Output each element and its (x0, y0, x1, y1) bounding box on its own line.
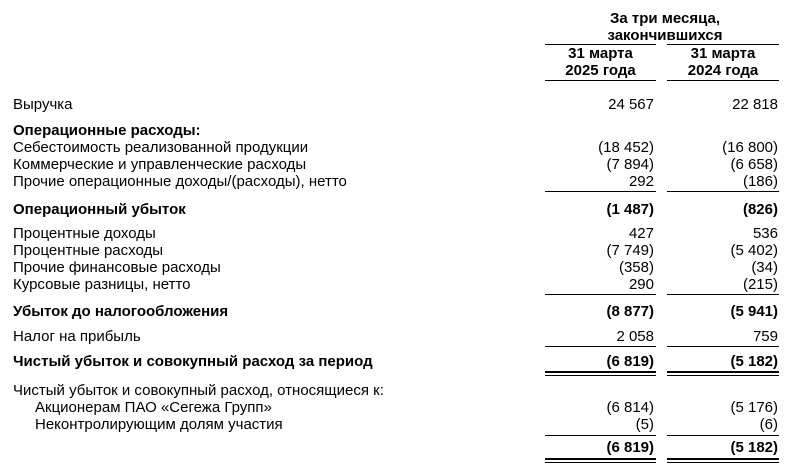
row-opex-heading (0, 122, 800, 140)
row-label: Неконтролирующим долям участия (35, 416, 283, 433)
value-2024: (5 182) (730, 353, 778, 370)
value-2025: (6 814) (606, 399, 654, 416)
subtotal-line-2024 (667, 294, 779, 295)
double-underline-2025 (545, 375, 656, 376)
row-sga (0, 156, 800, 174)
row-label: Операционный убыток (13, 201, 186, 218)
period-title-line1: За три месяца, (609, 10, 721, 27)
row-other-operating (0, 173, 800, 191)
value-2025: 292 (628, 173, 654, 190)
row-label: Чистый убыток и совокупный расход за период (13, 353, 373, 370)
row-label: Выручка (13, 96, 73, 113)
double-underline-2024 (667, 375, 779, 376)
subtotal-line-2025 (545, 191, 656, 192)
column-header-2025 (545, 45, 656, 79)
value-2025: 427 (628, 225, 654, 242)
value-2024: (215) (742, 276, 778, 293)
value-2024: (5 182) (730, 439, 778, 456)
value-2024: (6) (759, 416, 778, 433)
row-label: Себестоимость реализованной продукции (13, 139, 309, 156)
row-fx (0, 276, 800, 294)
value-2024: 536 (752, 225, 778, 242)
value-2025: (18 452) (598, 139, 654, 156)
double-underline-2025 (545, 371, 656, 373)
double-underline-2024 (667, 458, 779, 460)
row-label: Убыток до налогообложения (13, 303, 229, 320)
period-title-line2: закончившихся (607, 27, 723, 44)
value-2024: 759 (752, 328, 778, 345)
column-header-2024-line1: 31 марта (690, 45, 756, 62)
row-operating-loss (0, 201, 800, 219)
row-interest-income (0, 225, 800, 243)
column-header-2024 (667, 45, 779, 79)
row-label: Процентные расходы (13, 242, 164, 259)
value-2025: (5) (635, 416, 654, 433)
value-2025: (1 487) (606, 201, 654, 218)
double-underline-2024 (667, 462, 779, 463)
value-2025: 24 567 (608, 96, 654, 113)
double-underline-2025 (545, 462, 656, 463)
subtotal-line-2025 (545, 435, 656, 436)
value-2024: (826) (742, 201, 778, 218)
value-2024: (34) (751, 259, 778, 276)
double-underline-2025 (545, 458, 656, 460)
value-2024: (5 941) (730, 303, 778, 320)
row-attribution-heading (0, 382, 800, 400)
value-2024: (5 176) (730, 399, 778, 416)
row-label: Прочие операционные доходы/(расходы), нетто (13, 173, 347, 190)
value-2024: (186) (742, 173, 778, 190)
subtotal-line-2025 (545, 346, 656, 347)
column-header-2025-line1: 31 марта (568, 45, 633, 62)
row-label: Налог на прибыль (13, 328, 141, 345)
value-2025: (7 749) (606, 242, 654, 259)
subtotal-line-2024 (667, 191, 779, 192)
row-net-loss (0, 353, 800, 371)
section-heading: Чистый убыток и совокупный расход, относящиеся к: (13, 382, 384, 399)
row-label: Акционерам ПАО «Сегежа Групп» (35, 399, 272, 416)
value-2025: (7 894) (606, 156, 654, 173)
section-heading: Операционные расходы: (13, 122, 201, 139)
period-header (560, 10, 770, 44)
row-label: Курсовые разницы, нетто (13, 276, 191, 293)
header-bottom-line-2025 (545, 80, 656, 81)
value-2025: (358) (618, 259, 654, 276)
row-total (0, 439, 800, 457)
subtotal-line-2024 (667, 435, 779, 436)
row-income-tax (0, 328, 800, 346)
subtotal-line-2024 (667, 346, 779, 347)
header-bottom-line-2024 (667, 80, 779, 81)
row-label: Прочие финансовые расходы (13, 259, 221, 276)
row-interest-expense (0, 242, 800, 260)
value-2025: (8 877) (606, 303, 654, 320)
value-2024: (6 658) (730, 156, 778, 173)
value-2025: 2 058 (616, 328, 654, 345)
value-2024: (5 402) (730, 242, 778, 259)
value-2024: 22 818 (732, 96, 778, 113)
row-other-finance (0, 259, 800, 277)
row-shareholders (0, 399, 800, 417)
row-revenue (0, 96, 800, 114)
value-2024: (16 800) (722, 139, 778, 156)
row-nci (0, 416, 800, 434)
subtotal-line-2025 (545, 294, 656, 295)
column-header-2025-line2: 2025 года (565, 62, 636, 79)
column-header-2024-line2: 2024 года (687, 62, 759, 79)
row-label: Процентные доходы (13, 225, 156, 242)
row-pretax-loss (0, 303, 800, 321)
row-label: Коммерческие и управленческие расходы (13, 156, 307, 173)
value-2025: (6 819) (606, 439, 654, 456)
value-2025: (6 819) (606, 353, 654, 370)
row-cogs (0, 139, 800, 157)
double-underline-2024 (667, 371, 779, 373)
value-2025: 290 (628, 276, 654, 293)
